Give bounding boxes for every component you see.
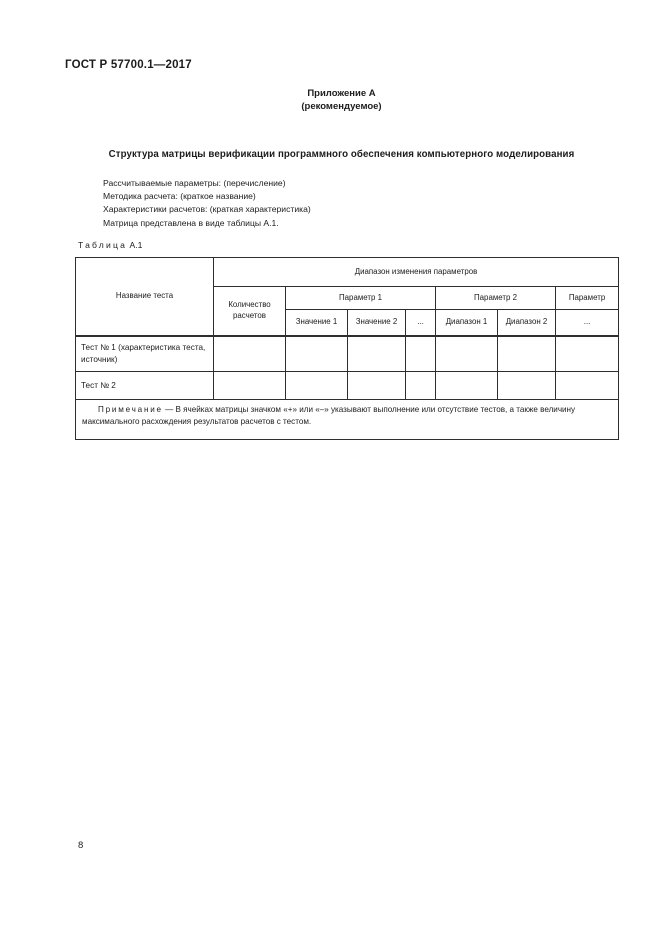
paragraph-line: Характеристики расчетов: (краткая характеристика) bbox=[103, 204, 311, 215]
header-calc-count: Количество расчетов bbox=[214, 287, 286, 336]
header-range2: Диапазон 2 bbox=[498, 310, 556, 336]
test-name-cell: Тест № 2 bbox=[76, 372, 214, 400]
note-label: Примечание bbox=[98, 405, 163, 414]
header-param1: Параметр 1 bbox=[286, 287, 436, 310]
header-test-name: Название теста bbox=[76, 258, 214, 336]
paragraph-line: Методика расчета: (краткое название) bbox=[103, 191, 256, 202]
matrix-cell bbox=[556, 336, 619, 372]
matrix-cell bbox=[406, 336, 436, 372]
header-range1: Диапазон 1 bbox=[436, 310, 498, 336]
matrix-cell bbox=[214, 336, 286, 372]
test-name-cell: Тест № 1 (характеристика теста, источник) bbox=[76, 336, 214, 372]
page-number: 8 bbox=[78, 840, 84, 851]
verification-matrix-table-wrap bbox=[75, 257, 619, 440]
paragraph-line: Матрица представлена в виде таблицы А.1. bbox=[103, 217, 279, 228]
table-caption-number: А.1 bbox=[129, 240, 143, 250]
table-caption-label: Таблица bbox=[78, 240, 128, 250]
header-param3: Параметр bbox=[556, 287, 619, 310]
note-text: — В ячейках матрицы значком «+» или «–» указывают выполнение или отсутствие тестов, а также величину максимального расхождения результатов расчетов с тестом. bbox=[82, 405, 576, 426]
header-ellipsis-icon: ... bbox=[556, 310, 619, 336]
matrix-cell bbox=[348, 372, 406, 400]
matrix-cell bbox=[498, 372, 556, 400]
matrix-cell bbox=[286, 336, 348, 372]
matrix-cell bbox=[556, 372, 619, 400]
header-value2: Значение 2 bbox=[348, 310, 406, 336]
matrix-cell bbox=[406, 372, 436, 400]
matrix-cell bbox=[286, 372, 348, 400]
appendix-title: Приложение А bbox=[307, 88, 376, 99]
appendix-subtitle: (рекомендуемое) bbox=[301, 101, 382, 112]
paragraph-line: Рассчитываемые параметры: (перечисление) bbox=[103, 178, 286, 188]
verification-matrix-table bbox=[75, 257, 619, 440]
table-row bbox=[76, 372, 619, 400]
header-param2: Параметр 2 bbox=[436, 287, 556, 310]
matrix-cell bbox=[436, 372, 498, 400]
header-value1: Значение 1 bbox=[286, 310, 348, 336]
table-row bbox=[76, 336, 619, 372]
matrix-cell bbox=[214, 372, 286, 400]
intro-paragraph bbox=[103, 177, 311, 230]
matrix-cell bbox=[348, 336, 406, 372]
header-ellipsis-icon: ... bbox=[406, 310, 436, 336]
table-note-row bbox=[76, 400, 619, 440]
header-range-group: Диапазон изменения параметров bbox=[214, 258, 619, 287]
matrix-cell bbox=[498, 336, 556, 372]
appendix-block bbox=[65, 87, 618, 113]
matrix-cell bbox=[436, 336, 498, 372]
section-heading: Структура матрицы верификации программного обеспечения компьютерного моделирования bbox=[108, 149, 575, 160]
table-note bbox=[82, 404, 612, 428]
doc-code: ГОСТ Р 57700.1—2017 bbox=[65, 59, 192, 71]
table-note-cell bbox=[76, 400, 619, 440]
table-caption bbox=[78, 240, 142, 250]
